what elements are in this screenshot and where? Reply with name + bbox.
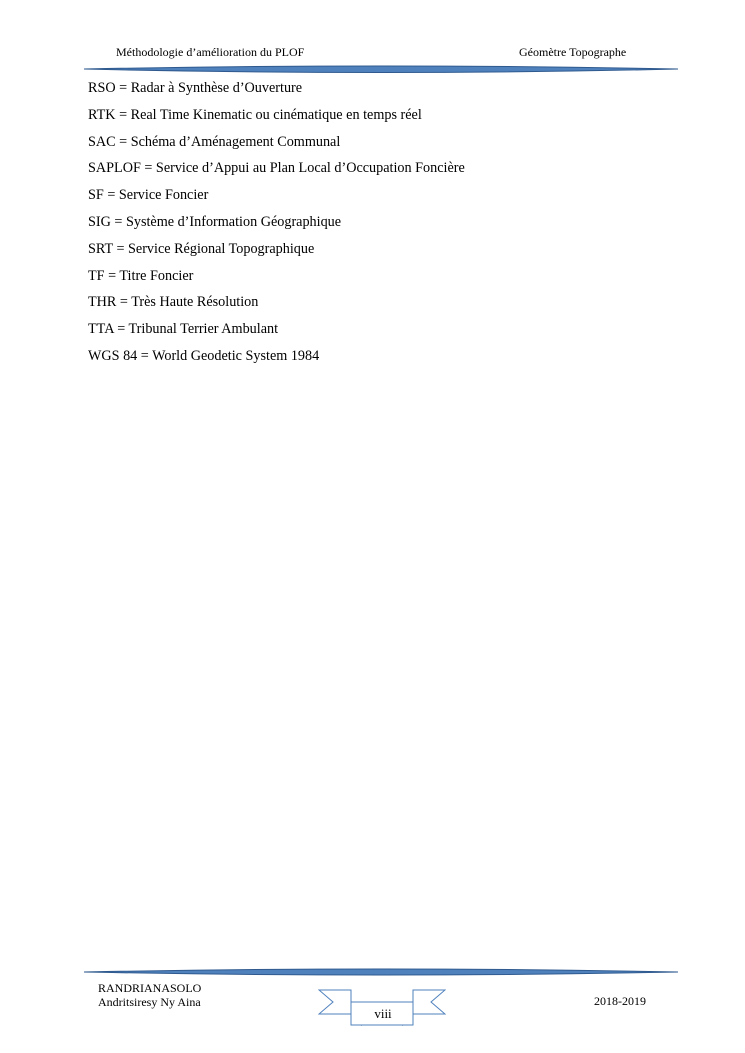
abbreviation-entry: WGS 84 = World Geodetic System 1984	[88, 347, 320, 364]
abbreviation-entry: RTK = Real Time Kinematic ou cinématique en temps réel	[88, 106, 422, 123]
header-document-title: Méthodologie d’amélioration du PLOF	[116, 45, 305, 59]
footer-rule	[82, 966, 680, 978]
abbreviation-entry: SAC = Schéma d’Aménagement Communal	[88, 133, 341, 150]
banner-right-ribbon	[413, 990, 445, 1014]
footer-rule-shape	[84, 969, 678, 975]
abbreviation-entry: SF = Service Foncier	[88, 187, 209, 204]
abbreviation-list	[88, 79, 465, 374]
abbreviation-entry: TTA = Tribunal Terrier Ambulant	[88, 321, 279, 338]
footer-author-surname: RANDRIANASOLO	[98, 981, 202, 995]
footer-academic-year: 2018-2019	[594, 994, 646, 1008]
abbreviation-entry: SRT = Service Régional Topographique	[88, 240, 315, 257]
page-number: viii	[374, 1006, 392, 1021]
header-discipline: Géomètre Topographe	[519, 45, 627, 59]
abbreviation-entry: THR = Très Haute Résolution	[88, 294, 259, 311]
banner-left-ribbon	[319, 990, 351, 1014]
abbreviation-entry: RSO = Radar à Synthèse d’Ouverture	[88, 80, 303, 96]
footer-author-given-names: Andritsiresy Ny Aina	[98, 995, 201, 1009]
header-rule-shape	[84, 66, 678, 73]
abbreviation-entry: SAPLOF = Service d’Appui au Plan Local d’Occupation Foncière	[88, 160, 465, 177]
header-rule	[82, 64, 680, 76]
abbreviation-entry: TF = Titre Foncier	[88, 267, 194, 284]
abbreviation-entry: SIG = Système d’Information Géographique	[88, 213, 342, 230]
